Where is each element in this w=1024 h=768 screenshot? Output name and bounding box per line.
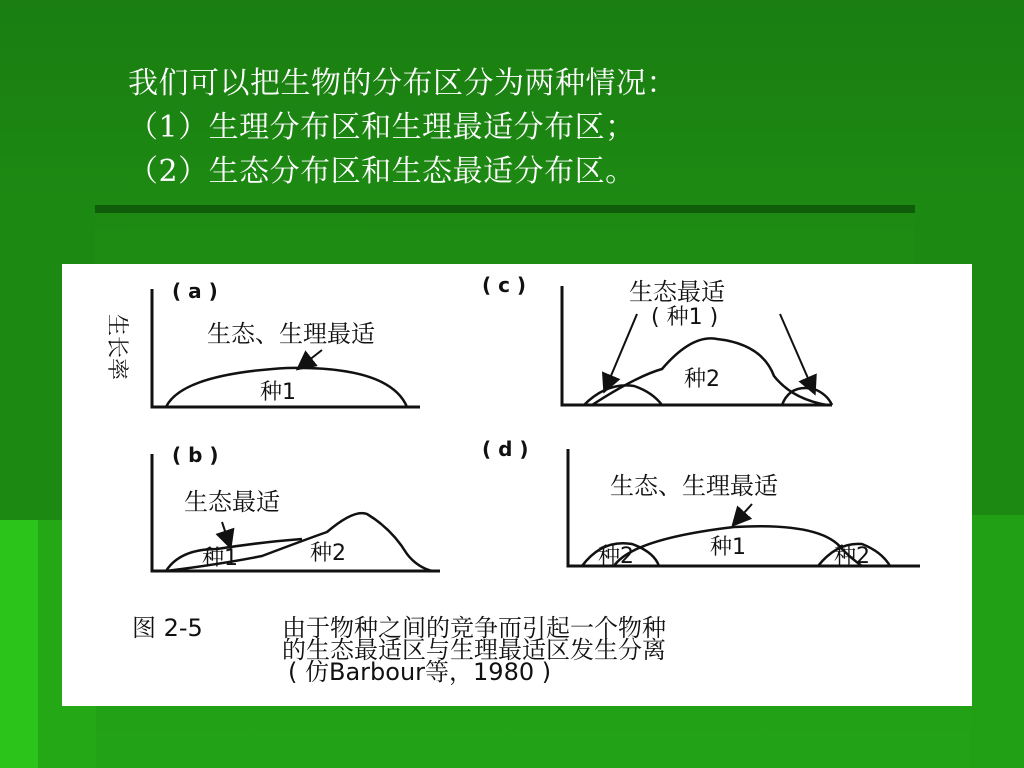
panel-a-arrow bbox=[299, 350, 322, 368]
y-axis-label: 生长率 bbox=[104, 314, 129, 381]
intro-line: 我们可以把生物的分布区分为两种情况： bbox=[128, 66, 677, 101]
panel-b-arrow bbox=[222, 522, 230, 546]
figure-caption bbox=[132, 614, 666, 686]
panel-c-callout-1: 生态最适 bbox=[629, 278, 725, 306]
caption-line-1: 由于物种之间的竞争而引起一个物种 bbox=[282, 614, 666, 642]
panel-d-tag: ( d ) bbox=[482, 437, 529, 461]
panel-d-arrow bbox=[734, 504, 752, 524]
decor-right-lower bbox=[970, 515, 1024, 768]
panel-b-species-1: 种1 bbox=[202, 546, 238, 571]
panel-a bbox=[152, 279, 420, 407]
panel-b bbox=[152, 443, 440, 571]
decor-left-bright bbox=[0, 520, 38, 768]
panel-c-tag: ( c ) bbox=[482, 273, 527, 297]
panel-d bbox=[482, 437, 920, 569]
panel-c bbox=[482, 273, 832, 405]
decor-band bbox=[95, 205, 915, 213]
caption-fig-no: 图 2-5 bbox=[132, 614, 203, 642]
figure-svg bbox=[62, 264, 972, 706]
panel-d-callout: 生态、生理最适 bbox=[610, 472, 778, 500]
figure-panel bbox=[62, 264, 972, 706]
panel-c-callout-2: ( 种1 ) bbox=[651, 305, 719, 330]
panel-a-species: 种1 bbox=[260, 380, 296, 405]
panel-d-species-center: 种1 bbox=[710, 535, 746, 560]
panel-d-species-right: 种2 bbox=[834, 544, 870, 569]
panel-c-species: 种2 bbox=[684, 367, 720, 392]
panel-c-arrow-right bbox=[780, 314, 814, 392]
slide-text bbox=[128, 62, 677, 194]
panel-c-arrow-left bbox=[605, 314, 637, 390]
panel-b-tag: ( b ) bbox=[172, 443, 219, 467]
caption-line-2: 的生态最适区与生理最适区发生分离 bbox=[282, 636, 666, 664]
caption-line-3: ( 仿Barbour等，1980 ) bbox=[288, 658, 552, 686]
panel-a-tag: ( a ) bbox=[172, 279, 218, 303]
panel-b-callout: 生态最适 bbox=[184, 488, 280, 516]
panel-d-species-left: 种2 bbox=[598, 544, 634, 569]
item-1: （1）生理分布区和生理最适分布区； bbox=[128, 110, 636, 145]
panel-b-species-2: 种2 bbox=[310, 541, 346, 566]
item-2: （2）生态分布区和生态最适分布区。 bbox=[128, 154, 636, 189]
panel-a-callout: 生态、生理最适 bbox=[207, 320, 375, 348]
